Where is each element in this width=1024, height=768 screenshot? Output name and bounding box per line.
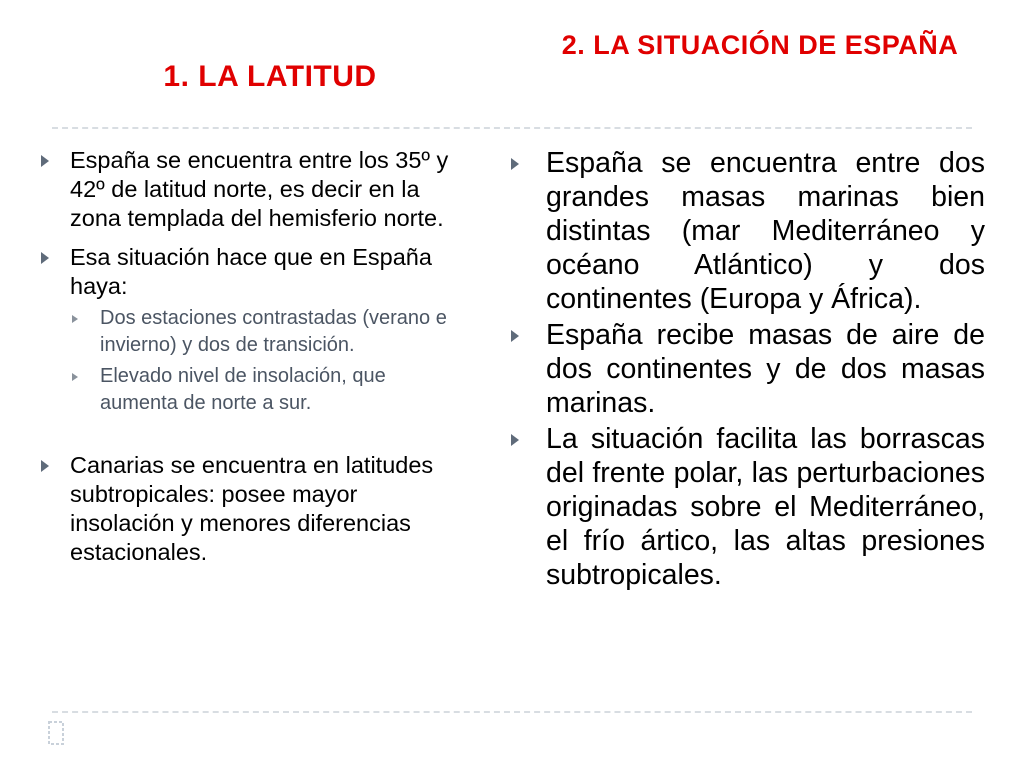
sub-list-item	[72, 363, 452, 417]
list-item	[510, 422, 985, 592]
list-item	[510, 318, 985, 420]
bottom-divider	[52, 711, 972, 713]
bullet-arrow-icon	[511, 330, 519, 342]
bullet-text: España se encuentra entre dos grandes masas marinas bien distintas (mar Mediterráneo y océano Atlántico) y dos continentes (Europa y África).	[546, 147, 985, 315]
sub-bullet-arrow-icon	[72, 315, 78, 323]
bullet-arrow-icon	[511, 158, 519, 170]
slide-corner-icon	[47, 716, 67, 750]
bullet-text: La situación facilita las borrascas del frente polar, las perturbaciones originadas sobre el Mediterráneo, el frío ártico, las altas presiones subtropicales.	[546, 423, 985, 591]
title-situacion: 2. LA SITUACIÓN DE ESPAÑA	[561, 30, 959, 60]
bullet-text: Canarias se encuentra en latitudes subtropicales: posee mayor insolación y menores diferencias estacionales.	[70, 452, 434, 565]
bullet-text: España recibe masas de aire de dos continentes y de dos masas marinas.	[546, 319, 985, 419]
bullet-arrow-icon	[41, 155, 49, 167]
bullet-arrow-icon	[41, 252, 49, 264]
sub-bullet-text: Dos estaciones contrastadas (verano e invierno) y dos de transición.	[100, 307, 447, 356]
bullet-arrow-icon	[511, 434, 519, 446]
sub-list-item	[72, 305, 452, 359]
bullet-text: Esa situación hace que en España haya:	[70, 244, 432, 299]
sub-bullet-text: Elevado nivel de insolación, que aumenta de norte a sur.	[100, 365, 386, 414]
title-latitud: 1. LA LATITUD	[163, 60, 377, 93]
bullet-arrow-icon	[41, 460, 49, 472]
right-column	[510, 146, 985, 594]
list-item	[40, 146, 452, 233]
top-divider	[52, 127, 972, 129]
list-item	[40, 243, 452, 301]
sub-bullet-arrow-icon	[72, 373, 78, 381]
bullet-text: España se encuentra entre los 35º y 42º de latitud norte, es decir en la zona templada del hemisferio norte.	[70, 147, 449, 231]
list-item	[510, 146, 985, 316]
left-column	[40, 146, 452, 567]
list-item	[40, 451, 452, 567]
